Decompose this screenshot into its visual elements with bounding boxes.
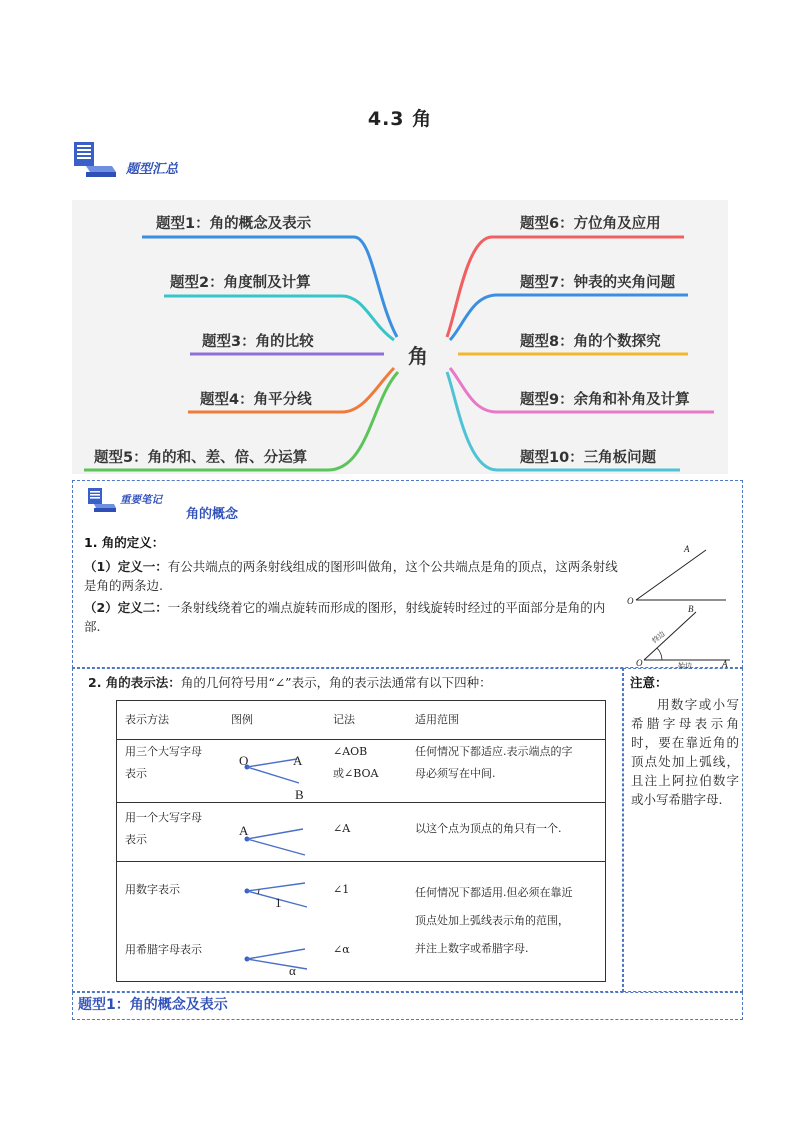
representation-title: 2. 角的表示法： <box>88 675 181 690</box>
table-row-2-method: 用一个大写字母 表示 <box>125 811 202 846</box>
table-row-2-scope: 以这个点为顶点的角只有一个. <box>415 822 562 835</box>
table-row-1-notation: ∠AOB 或∠BOA <box>333 745 379 780</box>
notes-badge-label: 重要笔记 <box>120 494 162 506</box>
table-row-4-figure <box>227 935 323 977</box>
row-2-label-a: A <box>239 823 249 838</box>
figure-label-o2: O <box>636 658 643 668</box>
definition-title: 1. 角的定义： <box>84 535 165 550</box>
figure-end-side-label: 终边 <box>650 629 667 645</box>
definition-two-text: 一条射线绕着它的端点旋转而形成的图形，射线旋转时经过的平面部分是角的内部. <box>84 600 606 634</box>
page-title: 4.3 角 <box>367 108 433 130</box>
mind-map-topic-7: 题型7：钟表的夹角问题 <box>520 275 676 291</box>
row-1-label-o: O <box>239 753 249 768</box>
section-header-label: 题型汇总 <box>126 162 179 177</box>
mind-map-topic-2: 题型2：角度制及计算 <box>170 275 311 291</box>
section-header <box>72 140 179 184</box>
representation-intro-text: 角的几何符号用“∠”表示，角的表示法通常有以下四种： <box>180 675 492 690</box>
table-row-1-figure <box>227 745 323 803</box>
table-row-1-scope: 任何情况下都适应.表示端点的字 母必须写在中间. <box>415 745 573 780</box>
figure-label-b: B <box>688 604 694 614</box>
attention-text: 用数字或小写希腊字母表示角时，要在靠近角的顶点处加上弧线，且注上阿拉伯数字或小写希腊字母. <box>631 697 739 807</box>
notes-badge <box>86 486 178 514</box>
definition-one-label: （1）定义一： <box>84 559 168 574</box>
table-row-4-notation: ∠α <box>333 943 350 956</box>
representation-intro <box>88 673 618 692</box>
definition-one-text: 有公共端点的两条射线组成的图形叫做角，这个公共端点是角的顶点，这两条射线是角的两条边. <box>84 559 618 593</box>
table-header-scope: 适用范围 <box>415 713 459 726</box>
book-stack-icon <box>72 140 118 180</box>
representation-table <box>116 700 606 982</box>
angle-definition-figure <box>622 540 740 670</box>
table-row-2-figure <box>227 813 323 859</box>
definition-two-label: （2）定义二： <box>84 600 168 615</box>
figure-label-o: O <box>627 596 634 606</box>
row-1-label-a: A <box>293 753 303 768</box>
figure-label-a: A <box>684 544 690 554</box>
notes-heading: 角的概念 <box>186 507 239 522</box>
mind-map-topic-10: 题型10：三角板问题 <box>520 450 657 466</box>
table-row-3-notation: ∠1 <box>333 883 350 896</box>
mind-map-center: 角 <box>408 344 428 368</box>
table-header-notation: 记法 <box>333 713 355 726</box>
table-row-2-notation: ∠A <box>333 822 351 835</box>
notebook-icon <box>86 486 118 514</box>
attention-title: 注意： <box>630 675 668 690</box>
figure-label-a2: A <box>722 659 728 669</box>
row-1-label-b: B <box>295 787 304 802</box>
mind-map-topic-6: 题型6：方位角及应用 <box>520 216 661 232</box>
mind-map-topic-3: 题型3：角的比较 <box>202 334 314 350</box>
mind-map-topic-1: 题型1：角的概念及表示 <box>156 216 312 232</box>
topic-1-heading: 题型1：角的概念及表示 <box>78 997 228 1013</box>
definition-one <box>84 557 620 595</box>
table-header-figure: 图例 <box>231 713 253 726</box>
mind-map-topic-8: 题型8：角的个数探究 <box>520 334 661 350</box>
table-row-3-scope: 任何情况下都适用.但必须在靠近 顶点处加上弧线表示角的范围， 并注上数字或希腊字母. <box>415 886 573 955</box>
definition-two <box>84 598 620 636</box>
row-3-label-1: 1 <box>275 895 282 910</box>
table-row-4-method: 用希腊字母表示 <box>125 943 202 956</box>
row-4-label-alpha: α <box>289 963 296 977</box>
table-header-method: 表示方法 <box>125 713 169 726</box>
mind-map-topic-9: 题型9：余角和补角及计算 <box>520 392 690 408</box>
mind-map <box>72 200 728 474</box>
table-row-3-method: 用数字表示 <box>125 883 180 896</box>
table-row-3-figure <box>227 873 323 917</box>
mind-map-topic-4: 题型4：角平分线 <box>200 392 312 408</box>
mind-map-topic-5: 题型5：角的和、差、倍、分运算 <box>94 450 308 466</box>
table-row-1-method: 用三个大写字母 表示 <box>125 745 202 780</box>
figure-start-side-label: 始边 <box>678 662 692 670</box>
